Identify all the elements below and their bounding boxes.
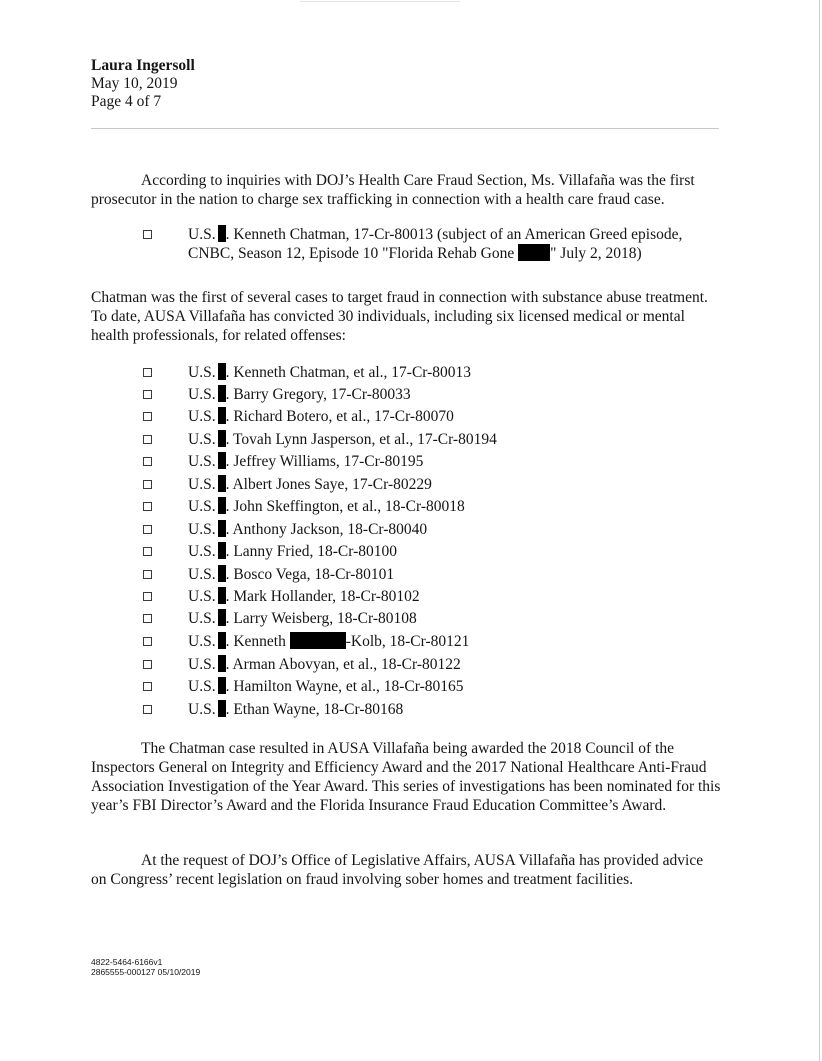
paragraph-first-prosecutor: According to inquiries with DOJ’s Health Care Fraud Section, Ms. Villafaña was the first prosecutor in the nation to charge sex trafficking in connection with a health care fraud case. bbox=[91, 172, 695, 208]
redaction-bar bbox=[218, 632, 226, 649]
paragraph-legislative-affairs: At the request of DOJ’s Office of Legislative Affairs, AUSA Villafaña has provided advice on Congress’ recent legislation on fraud involving sober homes and treatment facilities. bbox=[91, 852, 704, 888]
checkbox-icon bbox=[143, 435, 152, 444]
featured-case-line2: CNBC, Season 12, Episode 10 "Florida Rehab Gone " July 2, 2018) bbox=[188, 245, 642, 262]
recipient-name: Laura Ingersoll bbox=[91, 57, 195, 74]
checkbox-icon bbox=[143, 368, 152, 377]
checkbox-icon bbox=[143, 682, 152, 691]
paragraph-awards: The Chatman case resulted in AUSA Villafaña being awarded the 2018 Council of the Inspectors General on Integrity and Efficiency Award and the 2017 National Healthcare Anti-Fraud Association Investigation of the Year Award. This series of investigations has been nominated for this year’s FBI Director’s Award and the Florida Insurance Fraud Education Committee’s Award. bbox=[91, 740, 721, 814]
redaction-bar bbox=[218, 225, 226, 242]
redaction-bar bbox=[218, 609, 226, 626]
redaction-bar bbox=[218, 407, 226, 424]
checkbox-icon bbox=[143, 457, 152, 466]
checkbox-icon bbox=[143, 637, 152, 646]
letter-header bbox=[91, 57, 195, 111]
redaction-bar bbox=[218, 385, 226, 402]
checkbox-icon bbox=[143, 412, 152, 421]
checkbox-icon bbox=[143, 614, 152, 623]
redaction-bar bbox=[218, 452, 226, 469]
checkbox-icon bbox=[143, 525, 152, 534]
header-divider bbox=[91, 128, 719, 129]
checkbox-icon bbox=[143, 480, 152, 489]
redaction-bar bbox=[218, 497, 226, 514]
checkbox-icon bbox=[143, 660, 152, 669]
checkbox-icon bbox=[143, 705, 152, 714]
checkbox-icon bbox=[143, 390, 152, 399]
redaction-bar bbox=[218, 587, 226, 604]
redaction-bar bbox=[218, 520, 226, 537]
letter-date: May 10, 2019 bbox=[91, 75, 178, 92]
redaction-bar bbox=[218, 655, 226, 672]
redaction-bar bbox=[218, 677, 226, 694]
checkbox-icon bbox=[143, 592, 152, 601]
checkbox-icon bbox=[143, 502, 152, 511]
redaction-bar bbox=[218, 565, 226, 582]
redaction-bar bbox=[218, 475, 226, 492]
page-edge bbox=[819, 0, 820, 1061]
redaction-block bbox=[290, 632, 346, 649]
checkbox-icon bbox=[143, 547, 152, 556]
matter-number: 2865555-000127 05/10/2019 bbox=[91, 967, 201, 977]
page-number: Page 4 of 7 bbox=[91, 93, 162, 110]
document-footer bbox=[91, 957, 200, 977]
redaction-bar bbox=[218, 363, 226, 380]
redaction-bar bbox=[218, 542, 226, 559]
document-page: Laura Ingersoll May 10, 2019 Page 4 of 7 According to inquiries with DOJ’s Health Care Fraud Section, Ms. Villafaña was the first prosecutor in the nation to charge sex trafficking in connection with a health care fraud case. U.S. . Kenneth Chatman, 17-Cr-80013 (subject of an American Greed episode, CNBC, Season 12, Episode 10 "Florida Rehab Gone " July 2, 2018) Chatman was the first of several cases to target fraud in connection with substance abuse treatment. To date, AUSA Villafaña has convicted 30 individuals, including six licensed medical or mental health professionals, for related offenses: U.S. . Kenneth Chatman, et al., 17-Cr-80013 U.S. . Barry Gregory, 17-Cr-80033 U.S. . Richard Botero, et al., 17-Cr-80070 U.S. . Tovah Lynn Jasperson, et al., 17-Cr-80194 U.S. . Jeffrey Williams, 17-Cr-80195 U.S. . Albert Jones Saye, 17-Cr-80229 U.S. . John Skeffington, et al., 18-Cr-80018 U.S. . Anthony Jackson, 18-Cr-80040 U.S. . Lanny Fried, 18-Cr-80100 U.S. . Bosco Vega, 18-Cr-80101 U.S. . Mark Hollander, 18-Cr-80102 U.S. . Larry Weisberg, 18-Cr-80108 U.S. . Kenneth -Kolb, 18-Cr-80121 U.S. . Arman Abovyan, et al., 18-Cr-80122 U.S. . Hamilton Wayne, et al., 18-Cr-80165 U.S. . Ethan Wayne, 18-Cr-80168 The Chatman case resulted in AUSA Villafaña being awarded the 2018 Council of the Inspectors General on Integrity and Efficiency Award and the 2017 National Healthcare Anti-Fraud Association Investigation of the Year Award. This series of investigations has been nominated for this year’s FBI Director’s Award and the Florida Insurance Fraud Education Committee’s Award. At the request of DOJ’s Office of Legislative Affairs, AUSA Villafaña has provided advice on Congress’ recent legislation on fraud involving sober homes and treatment facilities. 4822-5464-6166v1 2865555-000127 05/10/2019 bbox=[0, 0, 822, 1061]
paragraph-chatman: Chatman was the first of several cases to target fraud in connection with substance abuse treatment. To date, AUSA Villafaña has convicted 30 individuals, including six licensed medical or mental health professionals, for related offenses: bbox=[91, 289, 708, 344]
redaction-bar bbox=[218, 430, 226, 447]
checkbox-icon bbox=[143, 230, 152, 239]
scan-mark bbox=[300, 1, 460, 2]
checkbox-icon bbox=[143, 570, 152, 579]
featured-case-line1: U.S. . Kenneth Chatman, 17-Cr-80013 (subject of an American Greed episode, bbox=[188, 226, 683, 243]
redaction-bar bbox=[218, 700, 226, 717]
redaction-block bbox=[518, 244, 550, 261]
document-id: 4822-5464-6166v1 bbox=[91, 957, 163, 967]
